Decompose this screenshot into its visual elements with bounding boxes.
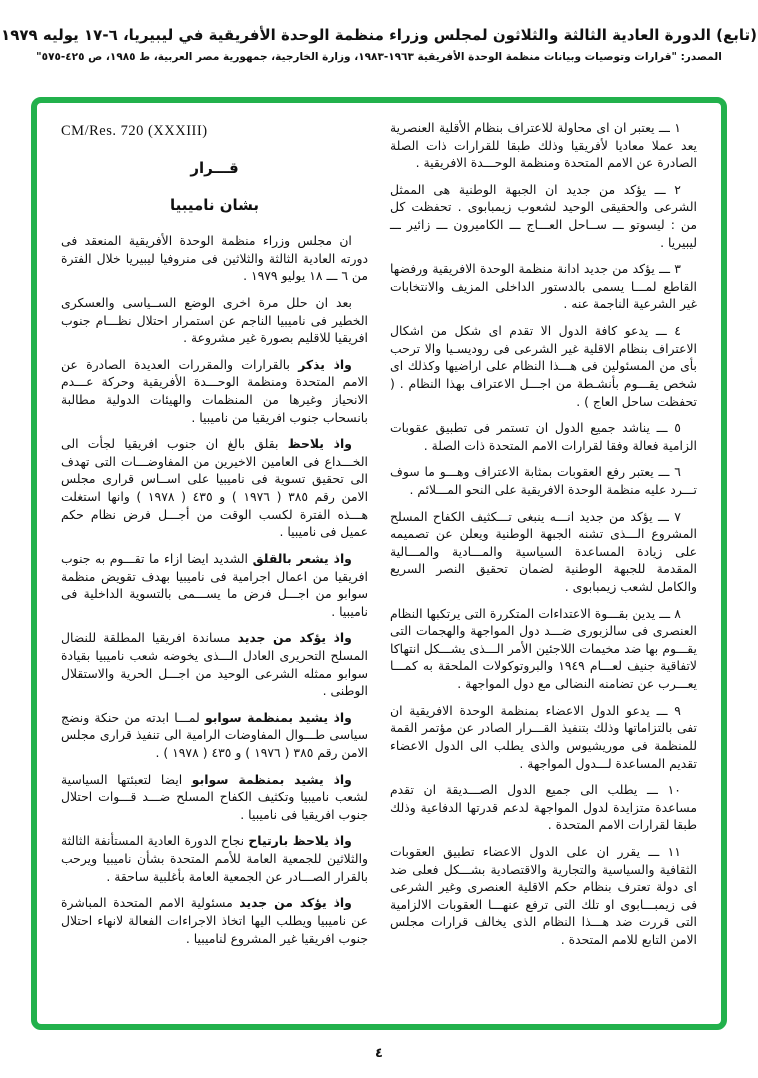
resolution-subtitle: بشان ناميبيا <box>169 195 260 214</box>
paragraph-lead: واذ يشيد بمنظمة سوابو <box>191 771 352 787</box>
resolution-title: قـــرار <box>190 158 239 177</box>
paragraph-lead: واذ يذكر <box>298 356 352 372</box>
paragraph-text: مساندة افريقيا المطلقة للنضال المسلح التحريرى العادل الـــذى يخوضه شعب ناميبيا بقيادة سوابو ممثله الشرعى الوحيد من اجـــل الحرية والاستقلال الوطنى . <box>61 630 368 699</box>
paragraph-lead: واذ يشيد بمنظمة سوابو <box>204 709 352 725</box>
operative-item: ١١ ـــ يقرر ان على الدول الاعضاء تطبيق العقوبات الثقافية والسياسية والتجارية والاقتصادية بشـــكل فعلى ضد اى دولة تعترف بنظام حكم الاقلية العنصرى وغير الشرعى فى زيمبـــابوى او تلك التى ترفع عنهـــا العقوبات الالزامية التى قررت ضد هـــذا النظام الذى يخالف قرارات مجلس الامن التابع للامم المتحدة . <box>390 843 697 947</box>
paragraph-text: بالقرارات والمقررات العديدة الصادرة عن الامم المتحدة ومنظمة الوحـــدة الأفريقية وحركة عـــدم الانحياز وغيرها من المنظمات والهيئات الدولية مطالبة بانسحاب جنوب افريقيا من ناميبيا . <box>61 356 368 425</box>
operative-item: ٩ ـــ يدعو الدول الاعضاء بمنظمة الوحدة الافريقية ان تفى بالتزاماتها وذلك بتنفيذ القـــرار الصادر عن مؤتمر القمة للمنظمة فى موريشيوس والذى يطلب الى الدول الاعضاء تقديم المساعدة لـــدول المواجهة . <box>390 702 697 771</box>
page-number: ٤ <box>375 1046 383 1061</box>
paragraph-text: ان مجلس وزراء منظمة الوحدة الأفريقية المنعقد فى دورته العادية الثالثة والثلاثين فى منروفيا ليبيريا خلال الفترة من ٦ ـــ ١٨ يوليو ١٩٧٩ . <box>61 233 368 284</box>
resolution-paragraph <box>61 232 368 285</box>
header-session-line: (تابع) الدورة العادية الثالثة والثلاثون لمجلس وزراء منظمة الوحدة الأفريقية في ليبيريا، ٦-١٧ يوليه ١٩٧٩ <box>1 26 757 44</box>
resolution-paragraph <box>61 356 368 426</box>
operative-item: ١ ـــ يعتبر ان اى محاولة للاعتراف بنظام الأقلية العنصرية يعد عملا معاديا لأفريقيا وذلك طبقا للقرارات ذات الصلة الصادرة عن الامم المتحدة ومنظمة الوحـــدة الافريقية . <box>390 120 697 171</box>
paragraph-text: الشديد ايضا ازاء ما تقـــوم به جنوب افريقيا من اعمال اجرامية فى ناميبيا بهدف تقويض منظمة سوابو من اجـــل فرض ما يســـمى بالتسوية الداخلية فى ناميبيا . <box>61 550 368 619</box>
document-columns <box>37 103 721 1024</box>
resolution-paragraph <box>61 832 368 885</box>
resolution-paragraph <box>61 894 368 947</box>
resolution-ref: CM/Res. 720 (XXXIII) <box>61 123 208 139</box>
operative-item: ٨ ـــ يدين بقـــوة الاعتداءات المتكررة التى يرتكبها النظام العنصرى فى سالزبورى ضـــد دول المواجهة والهجمات التى يقـــوم بها ضد مخيمات اللاجئين الأمر الـــذى يشـــكل انتهاكا لاتفاقية جنيف لعـــام ١٩٤٩ والبروتوكولات الملحقة به كمـــا يعـــرب عن تضامنه النضالى مع دول المواجهة . <box>390 605 698 692</box>
operative-item: ٥ ـــ يناشد جميع الدول ان تستمر فى تطبيق عقوبات الزامية فعالة وفقا لقرارات الامم المتحدة ذات الصلة . <box>390 420 697 453</box>
paragraph-text: بعد ان حلل مرة اخرى الوضع الســياسى والعسكرى الخطير فى ناميبيا الناجم عن استمرار احتلال نظـــام جنوب افريقيا للاقليم بصورة غير مشروعة . <box>61 295 368 346</box>
paragraph-text: لمـــا ابدته من حنكة ونضج سياسى طـــوال المفاوضات الرامية الى تنفيذ قرارى مجلس الامن رقم ٣٨٥ ( ١٩٧٦ ) و ٤٣٥ ( ١٩٧٨ ) . <box>61 709 368 761</box>
operative-item: ٤ ـــ يدعو كافة الدول الا تقدم اى شكل من اشكال الاعتراف بنظام الاقلية غير الشرعى فى روديسـيا والا ترحب بأى من المسئولين فى هـــذا النظام على اراضيها وكذلك اى شخص يقـــوم بأنشـطة من اجـــل الاعتراف بهذا النظام . ( تحفظت ساحل العاج ) . <box>390 323 697 409</box>
resolution-paragraph <box>61 709 368 762</box>
column-resolution <box>61 119 368 1014</box>
paragraph-lead: واذ يلاحظ بارتياح <box>248 833 352 849</box>
operative-item: ١٠ ـــ يطلب الى جميع الدول الصـــديقة ان تقدم مساعدة متزايدة لدول المواجهة لدعم قدرتها الدفاعية وذلك طبقا لقرارات الامم المتحدة . <box>390 782 697 833</box>
resolution-paragraph <box>61 294 368 347</box>
header-source-line: المصدر: "قرارات وتوصيات وبيانات منظمة الوحدة الأفريقية ١٩٦٣-١٩٨٣، وزارة الخارجية، جمهورية مصر العربية، ط ١٩٨٥، ص ٤٢٥-٥٧٥" <box>36 51 722 63</box>
operative-item: ٦ ـــ يعتبر رفع العقوبات بمثابة الاعتراف وهـــو ما سوف تـــرد عليه منظمة الوحدة الافريقية على النحو المـــلائم . <box>390 464 697 497</box>
paragraph-text: مسئولية الامم المتحدة المباشرة عن ناميبيا ويطلب اليها اتخاذ الاجراءات الفعالة لانهاء احتلال جنوب افريقيا غير المشروع لناميبيا . <box>61 895 368 946</box>
resolution-paragraph <box>61 435 368 541</box>
resolution-paragraph <box>61 550 368 620</box>
column-operative <box>390 119 697 1014</box>
operative-item: ٧ ـــ يؤكد من جديد انـــه ينبغى تـــكثيف الكفاح المسلح المشروع الـــذى تشنه الجبهة الوطنية ويعلن عن تصميمه على زيادة المساعدة السياسية والمـــادية والمـــالية المقدمة للجبهة الوطنية لضمان تحقيق النصر السريع والكامل لشعب زيمبابوى . <box>390 508 697 595</box>
operative-item: ٣ ـــ يؤكد من جديد ادانة منظمة الوحدة الافريقية ورفضها القاطع لمـــا يسمى بالدستور الداخلى المزيف والانتخابات غير الشرعية الناجمة عنه . <box>390 261 697 312</box>
document-frame <box>31 97 727 1030</box>
resolution-paragraph <box>61 629 368 699</box>
paragraph-lead: واذ يشعر بالقلق <box>252 550 352 566</box>
paragraph-text: بقلق بالغ ان جنوب افريقيا لجأت الى الخـــداع فى العامين الاخيرين من المفاوضـــات التى تهدف الى تحقيق تسوية فى ناميبيا على اســاس قرارى مجلس الامن رقم ٣٨٥ ( ١٩٧٦ ) و ٤٣٥ ( ١٩٧٨ ) وانها استغلت هـــذه الفترة لكسب الوقت من أجـــل فرض نظام حكم عميل فى ناميبيا . <box>61 436 369 540</box>
paragraph-text: نجاح الدورة العادية المستأنفة الثالثة والثلاثين للجمعية العامة للأمم المتحدة بشأن ناميبيا ويرحب بالقرار الصـــادر عن الجمعية العامة بأغلبية ساحقة . <box>61 833 368 884</box>
paragraph-lead: واذ يؤكد من جديد <box>237 630 352 646</box>
operative-item: ٢ ـــ يؤكد من جديد ان الجبهة الوطنية هى الممثل الشرعى والحقيقى الوحيد لشعوب زيمبابوى . تحفظت كل من : ليسوتو ـــ ســاحل العـــاج ـــ الكاميرون ـــ زائير ـــ ليبيريا . <box>390 181 697 250</box>
paragraph-lead: واذ يؤكد من جديد <box>239 895 352 911</box>
page-header <box>0 26 758 63</box>
paragraph-text: ايضا لتعبئتها السياسية لشعب ناميبيا وتكثيف الكفاح المسلح ضـــد قـــوات احتلال جنوب افريقيا فى ناميبيا . <box>61 771 368 822</box>
resolution-paragraph <box>61 771 368 824</box>
paragraph-lead: واذ يلاحظ <box>287 436 352 452</box>
